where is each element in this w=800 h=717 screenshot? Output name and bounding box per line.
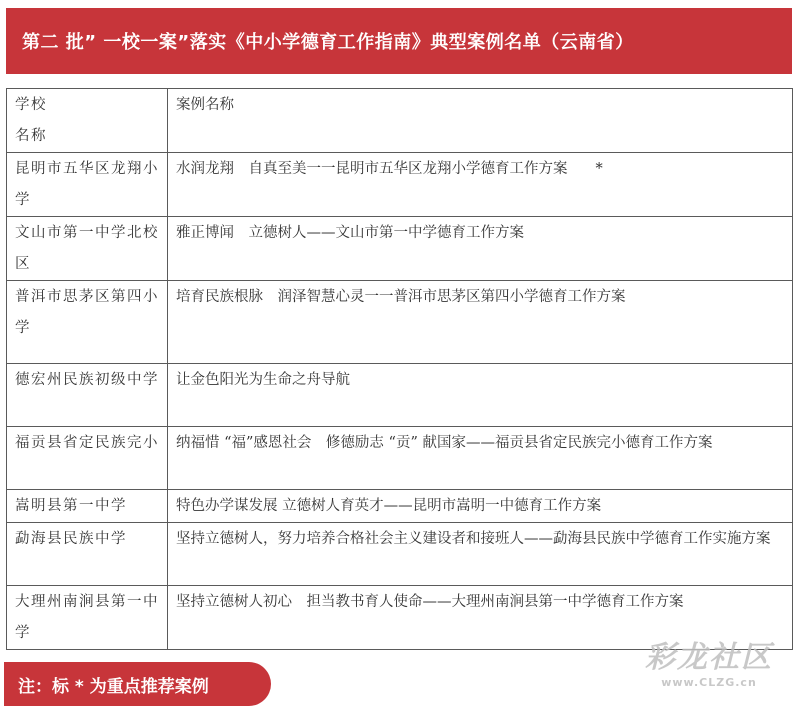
featured-mark: * xyxy=(595,161,603,177)
school-name-cell: 勐海县民族中学 xyxy=(7,523,168,586)
header-school-name: 学校名称 xyxy=(7,89,168,153)
table-row xyxy=(7,364,793,427)
case-name-cell: 坚持立德树人初心 担当教书育人使命——大理州南涧县第一中学德育工作方案 xyxy=(168,586,793,650)
table-row xyxy=(7,523,793,586)
table-row xyxy=(7,281,793,364)
case-name-cell: 纳福惜 “福”感恩社会 修德励志 “贡” 献国家——福贡县省定民族完小德育工作方案 xyxy=(168,427,793,490)
school-name-cell: 昆明市五华区龙翔小学 xyxy=(7,153,168,217)
case-name-cell: 特色办学谋发展 立德树人育英才——昆明市嵩明一中德育工作方案 xyxy=(168,490,793,523)
table-row xyxy=(7,153,793,217)
school-name-cell: 文山市第一中学北校区 xyxy=(7,217,168,281)
case-name-cell: 雅正博闻 立德树人——文山市第一中学德育工作方案 xyxy=(168,217,793,281)
school-name-cell: 普洱市思茅区第四小学 xyxy=(7,281,168,364)
case-name-cell: 让金色阳光为生命之舟导航 xyxy=(168,364,793,427)
case-list-table xyxy=(6,88,793,650)
page-title-banner xyxy=(6,8,792,74)
table-header-row xyxy=(7,89,793,153)
table-row xyxy=(7,490,793,523)
case-name-cell xyxy=(168,153,793,217)
watermark xyxy=(634,640,784,690)
table-row xyxy=(7,217,793,281)
note-text: 注：标 * 为重点推荐案例 xyxy=(18,676,209,697)
school-name-cell: 嵩明县第一中学 xyxy=(7,490,168,523)
case-name-text: 水润龙翔 自真至美一一昆明市五华区龙翔小学德育工作方案 xyxy=(176,161,568,177)
page-title: 第二 批” 一校一案”落实《中小学德育工作指南》典型案例名单（云南省） xyxy=(22,32,634,53)
table-row xyxy=(7,427,793,490)
note-badge xyxy=(4,662,271,706)
school-name-cell: 德宏州民族初级中学 xyxy=(7,364,168,427)
watermark-url: www.CLZG.cn xyxy=(661,676,757,689)
school-name-cell: 福贡县省定民族完小 xyxy=(7,427,168,490)
case-name-cell: 坚持立德树人，努力培养合格社会主义建设者和接班人——勐海县民族中学德育工作实施方案 xyxy=(168,523,793,586)
header-case-name: 案例名称 xyxy=(168,89,793,153)
case-name-cell: 培育民族根脉 润泽智慧心灵一一普洱市思茅区第四小学德育工作方案 xyxy=(168,281,793,364)
watermark-text: 彩龙社区 xyxy=(645,640,773,675)
case-list-table-container xyxy=(6,88,792,650)
school-name-cell: 大理州南涧县第一中学 xyxy=(7,586,168,650)
